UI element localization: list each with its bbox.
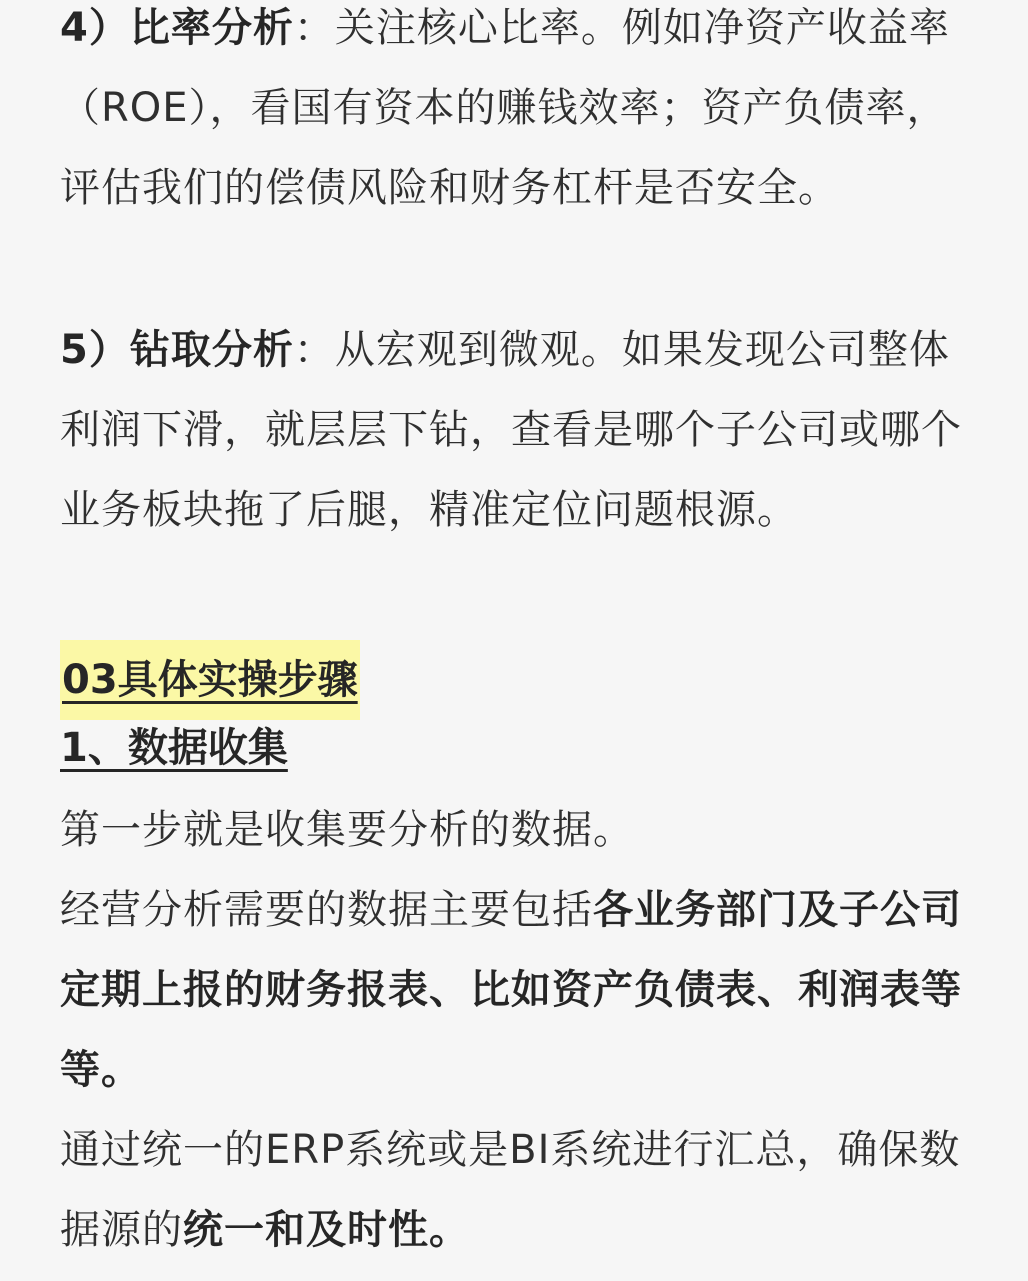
data-collection-intro: 第一步就是收集要分析的数据。	[60, 807, 634, 853]
drilldown-analysis-text: 从宏观到微观。如果发现公司整体利润下滑，就层层下钻，查看是哪个子公司或哪个业务板块拖了后腿，精准定位问题根源。	[60, 327, 962, 533]
data-collection-desc-plain: 经营分析需要的数据主要包括	[60, 887, 593, 933]
drilldown-analysis-paragraph	[60, 310, 965, 550]
ratio-analysis-paragraph	[60, 0, 965, 228]
consolidation-plain: 通过统一的ERP系统或是BI系统进行汇总，确保数据源的	[60, 1127, 961, 1253]
section-heading-operation-steps: 03具体实操步骤	[60, 640, 360, 720]
consolidation-bold: 统一和及时性。	[183, 1207, 470, 1253]
drilldown-analysis-colon: ：	[293, 327, 335, 373]
data-collection-description	[60, 870, 965, 1110]
ratio-analysis-colon: ：	[293, 5, 335, 51]
ratio-analysis-text: 关注核心比率。例如净资产收益率（ROE），看国有资本的赚钱效率；资产负债率，评估我们的偿债风险和财务杠杆是否安全。	[60, 5, 950, 211]
data-collection-desc-bold: 各业务部门及子公司定期上报的财务报表、比如资产负债表、利润表等等。	[60, 887, 962, 1093]
data-collection-consolidation	[60, 1110, 965, 1270]
sub-heading-data-collection: 1、数据收集	[60, 725, 288, 771]
ratio-analysis-lead: 4）比率分析	[60, 5, 294, 51]
drilldown-analysis-lead: 5）钻取分析	[60, 327, 294, 373]
